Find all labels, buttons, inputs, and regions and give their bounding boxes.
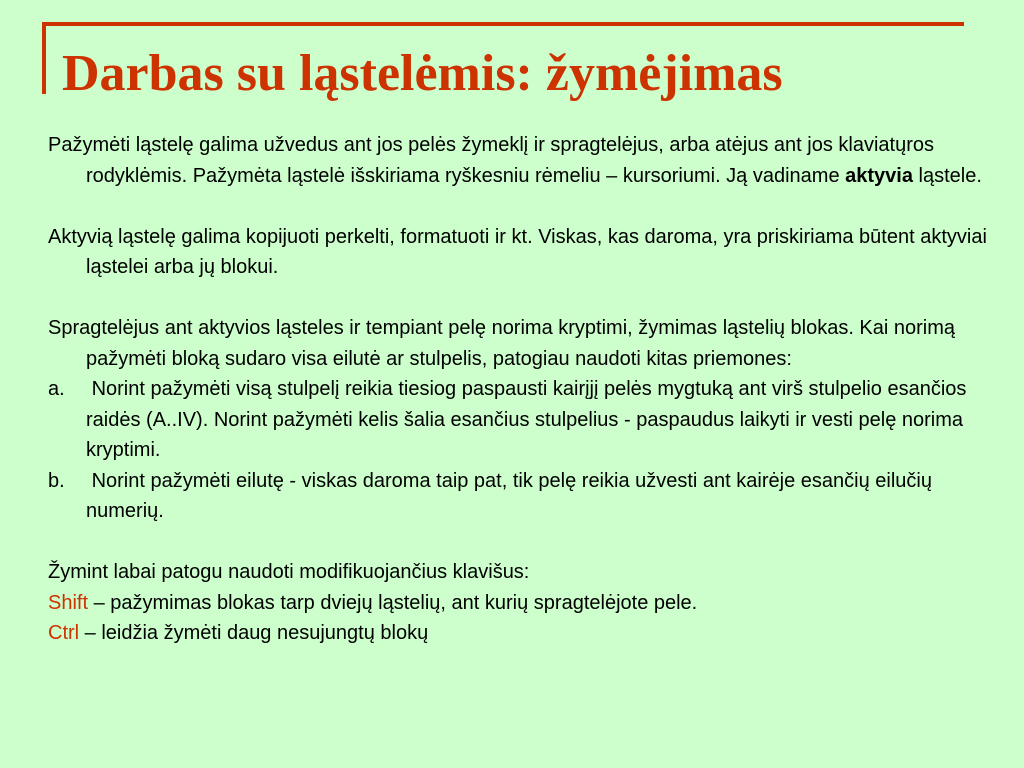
- paragraph-text: Pažymėti ląstelę galima užvedus ant jos pelės žymeklį ir spragtelėjus, arba atėjus ant jos klaviatųros rodyklėmis. Pažymėta ląstelė išskiriama ryškesniu rėmeliu – kursoriumi. Ją vadiname: [48, 134, 934, 187]
- title-frame-top-line: [42, 22, 964, 26]
- list-item-text: Norint pažymėti eilutę - viskas daroma taip pat, tik pelę reikia užvesti ant kairėje esančių eilučių numerių.: [86, 469, 932, 522]
- list-item-text: Norint pažymėti visą stulpelį reikia tiesiog paspausti kairįjį pelės mygtuką ant virš stulpelio esančios raidės (A..IV). Norint pažymėti kelis šalia esančius stulpelius - paspaudus laikyti ir vesti pelę norima kryptimi.: [86, 378, 967, 461]
- key-name: Ctrl: [48, 622, 80, 644]
- title-frame-left-line: [42, 22, 46, 94]
- paragraph-block-selection: Spragtelėjus ant aktyvios ląsteles ir tempiant pelę norima kryptimi, žymimas ląstelių blokas. Kai norimą pažymėti bloką sudaro visa eilutė ar stulpelis, patogiau naudoti kitas priemones:: [48, 317, 956, 370]
- slide-body: [48, 130, 1003, 649]
- list-item: [48, 374, 1003, 466]
- key-description: – leidžia žymėti daug nesujungtų blokų: [79, 622, 429, 644]
- key-description: – pažymimas blokas tarp dviejų ląstelių, ant kurių spragtelėjote pele.: [88, 591, 698, 614]
- key-line-ctrl: [48, 618, 1003, 649]
- list-marker: a.: [48, 378, 65, 400]
- paragraph-gap: [48, 283, 1003, 314]
- paragraph-active-cell: Aktyvią ląstelę galima kopijuoti perkelti, formatuoti ir kt. Viskas, kas daroma, yra priskiriama būtent aktyviai ląstelei arba jų blokui.: [48, 225, 987, 278]
- list-item: [48, 466, 1003, 527]
- list-marker: b.: [48, 469, 65, 492]
- paragraph-modifier-keys: Žymint labai patogu naudoti modifikuojančius klavišus:: [48, 561, 530, 583]
- paragraph-gap: [48, 527, 1003, 558]
- bold-term: aktyvia: [845, 164, 913, 187]
- slide-title: Darbas su ląstelėmis: žymėjimas: [62, 45, 783, 102]
- paragraph-selecting-cell: [48, 130, 1003, 191]
- paragraph-gap: [48, 191, 1003, 222]
- paragraph-text: ląstele.: [912, 164, 982, 187]
- key-line-shift: [48, 588, 1003, 619]
- key-name: Shift: [48, 591, 89, 614]
